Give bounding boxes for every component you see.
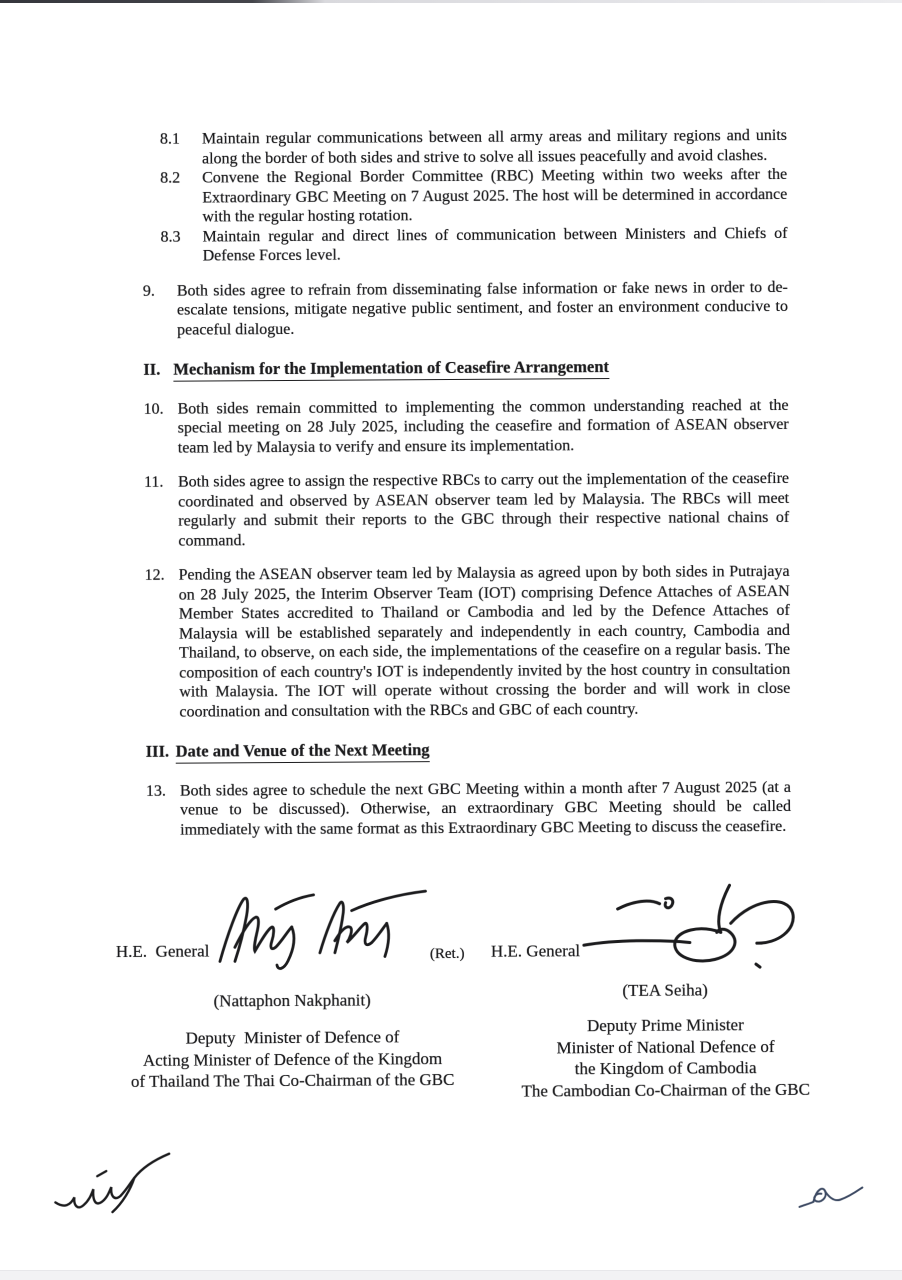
clause-text: Maintain regular communications between all army areas and military regions and units along the border of both sides and strive to solve all issues peacefully and avoid clashes. bbox=[201, 126, 787, 168]
section-title: Mechanism for the Implementation of Ceasefire Arrangement bbox=[173, 357, 609, 381]
left-signatory-titles bbox=[97, 1026, 487, 1093]
clause-text: Convene the Regional Border Committee (RBC) Meeting within two weeks after the Extraordinary GBC Meeting on 7 August 2025. The host will be determined in accordance with the regular hosting rotation. bbox=[202, 165, 788, 226]
clause-12 bbox=[145, 562, 791, 722]
section-heading-3 bbox=[146, 738, 791, 763]
clause-number: 12. bbox=[144, 566, 165, 584]
clause-number: 10. bbox=[143, 400, 164, 418]
title-line: Deputy Prime Minister bbox=[586, 1015, 744, 1036]
right-initials-signature bbox=[793, 1179, 865, 1213]
left-signatory-prefix: H.E. General bbox=[115, 941, 210, 962]
clause-text: Maintain regular and direct lines of communication between Ministers and Chiefs of Defense Forces level. bbox=[202, 224, 788, 265]
title-line: of Thailand The Thai Co-Chairman of the GBC bbox=[130, 1069, 455, 1091]
clause-10 bbox=[144, 395, 789, 457]
title-line: the Kingdom of Cambodia bbox=[574, 1058, 757, 1079]
clause-text: Both sides agree to schedule the next GBC Meeting within a month after 7 August 2025 (at a venue to be discussed). Otherwise, an extraordinary GBC Meeting should be called immediately with the same format as this Extraordinary GBC Meeting to discuss the ceasefire. bbox=[179, 778, 792, 839]
clause-number: 9. bbox=[142, 282, 155, 300]
nattaphon-signature bbox=[214, 886, 430, 975]
title-line: Deputy Minister of Defence of bbox=[185, 1027, 400, 1048]
section-title: Date and Venue of the Next Meeting bbox=[176, 740, 430, 763]
scan-edge-artifact-bottom bbox=[0, 1270, 902, 1280]
right-signatory-titles bbox=[480, 1014, 851, 1102]
clause-number: 8.3 bbox=[160, 228, 181, 246]
clause-text: Both sides agree to refrain from disseminating false information or fake news in order to de-escalate tensions, mitigate negative public sentiment, and foster an environment conducive to peaceful dialogue. bbox=[176, 278, 789, 339]
left-signatory-name: (Nattaphon Nakphanit) bbox=[213, 990, 371, 1011]
section-numeral: II. bbox=[143, 359, 161, 379]
clause-text: Both sides agree to assign the respective RBCs to carry out the implementation of the ceasefire coordinated and observed by ASEAN observer team led by Malaysia. The RBCs will meet regularly and submit their reports to the GBC through their respective national chains of command. bbox=[177, 469, 790, 550]
tea-seiha-signature bbox=[579, 878, 802, 979]
title-line: The Cambodian Co-Chairman of the GBC bbox=[521, 1079, 811, 1101]
right-signatory-name: (TEA Seiha) bbox=[622, 980, 708, 1000]
clause-13 bbox=[146, 777, 791, 839]
title-line: Minister of National Defence of bbox=[556, 1036, 775, 1057]
clause-11 bbox=[144, 469, 789, 551]
clause-text: Both sides remain committed to implementing the common understanding reached at the special meeting on 28 July 2025, including the ceasefire and formation of ASEAN observer team led by Malaysia to verify and ensure its implementation. bbox=[177, 396, 789, 457]
clause-8-1 bbox=[160, 126, 787, 169]
clause-9 bbox=[143, 277, 788, 339]
clause-number: 8.1 bbox=[159, 130, 180, 148]
clause-8-3 bbox=[160, 223, 787, 266]
right-signatory-prefix: H.E. General bbox=[490, 941, 581, 961]
clause-number: 13. bbox=[145, 782, 166, 800]
section-heading-2 bbox=[143, 356, 788, 381]
title-line: Acting Minister of Defence of the Kingdom bbox=[142, 1048, 443, 1070]
clause-number: 11. bbox=[143, 473, 164, 491]
clause-8-2 bbox=[160, 165, 787, 227]
left-initials-signature bbox=[49, 1150, 175, 1219]
section-numeral: III. bbox=[145, 741, 170, 761]
left-signatory-suffix: (Ret.) bbox=[429, 945, 465, 963]
clause-number: 8.2 bbox=[160, 169, 181, 187]
clause-text: Pending the ASEAN observer team led by Malaysia as agreed upon by both sides in Putrajaya on 28 July 2025, the Interim Observer Team (IOT) comprising Defence Attaches of ASEAN Member States accredited to Thailand or Cambodia and led by the Defence Attaches of Malaysia will be established separately and independently in each country, Cambodia and Thailand, to observe, on each side, the implementations of the ceasefire on a regular basis. The composition of each country's IOT is independently invited by the host country in consultation with Malaysia. The IOT will operate without crossing the border and will work in close coordination and consultation with the RBCs and GBC of each country. bbox=[178, 562, 791, 721]
signature-block bbox=[1, 877, 902, 1280]
